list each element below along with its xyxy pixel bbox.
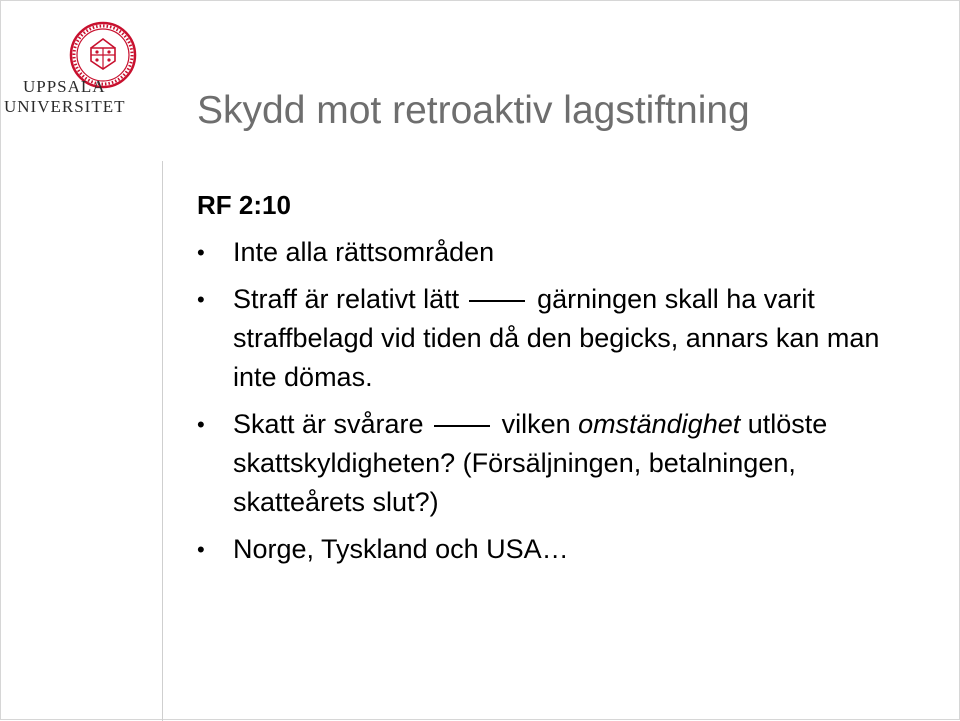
bullet-text: vilken [501,409,571,439]
bullet-item [197,280,927,397]
bullet-text: Straff är relativt lätt [233,284,460,314]
em-dash [469,300,525,302]
logo-text-uppsala: UPPSALA [23,77,106,96]
bullet-text: Norge, Tyskland och USA… [233,534,569,564]
bullet-item [197,530,927,569]
bullet-item [197,233,927,272]
bullet-text: Skatt är svårare [233,409,424,439]
divider-line [162,161,163,721]
bullet-text: utlöste skattskyldigheten? (Försäljningen, betalningen, skatteårets slut?) [233,409,828,517]
slide-title: Skydd mot retroaktiv lagstiftning [197,89,750,132]
logo-text-universitet: UNIVERSITET [4,97,126,116]
bullet-emphasis: omständighet [578,409,741,439]
bullet-text: gärningen skall ha varit straffbelagd vid tiden då den begicks, annars kan man inte dömas. [233,284,880,392]
bullet-text: Inte alla rättsområden [233,237,495,267]
bullet-list [197,233,927,577]
slide-subtitle: RF 2:10 [197,190,291,220]
bullet-item [197,405,927,522]
em-dash [434,425,490,427]
